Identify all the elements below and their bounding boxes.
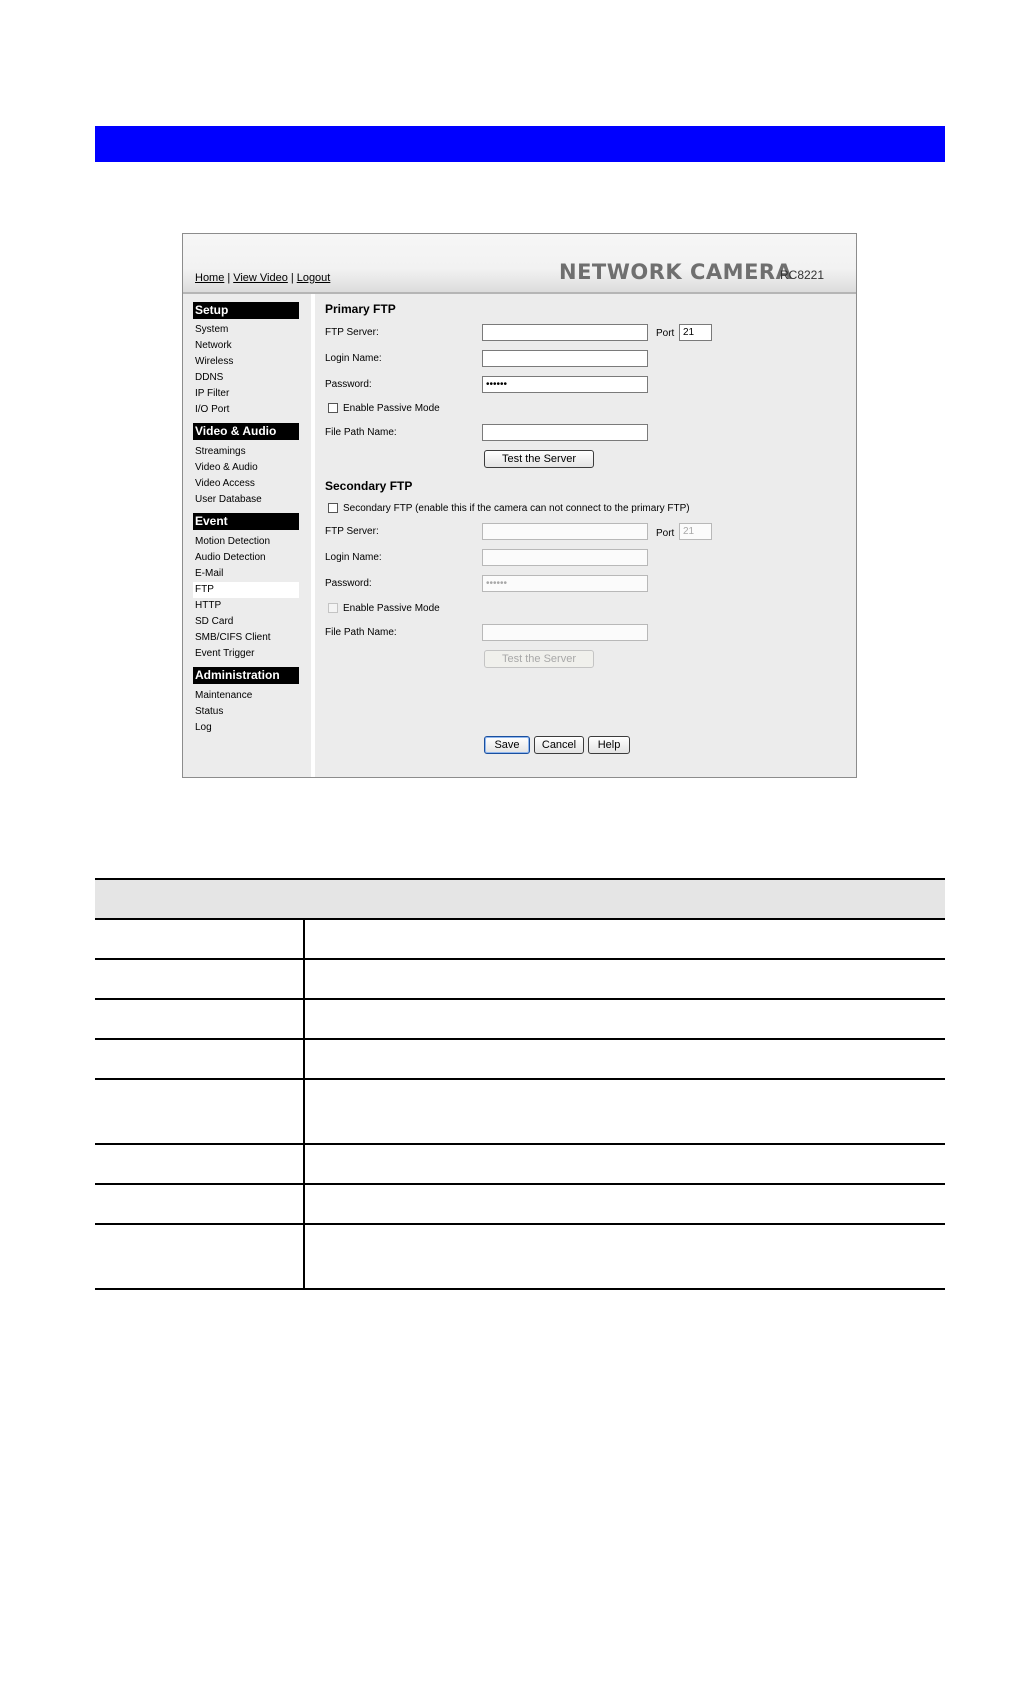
primary-path-label: File Path Name: [325, 427, 397, 438]
primary-passive-checkbox[interactable] [328, 403, 338, 413]
secondary-passive-checkbox[interactable] [328, 603, 338, 613]
secondary-port-label: Port [656, 528, 675, 539]
sidebar-item-wireless[interactable]: Wireless [195, 356, 234, 367]
secondary-enable-label: Secondary FTP (enable this if the camera can not connect to the primary FTP) [343, 503, 690, 514]
sidebar-item-audio-detection[interactable]: Audio Detection [195, 552, 266, 563]
ftp-form [316, 294, 856, 778]
primary-ftp-heading: Primary FTP [325, 302, 396, 316]
primary-login-label: Login Name: [325, 353, 382, 364]
model-number: RC8221 [780, 268, 825, 282]
sidebar-heading-video-audio: Video & Audio [193, 423, 299, 440]
sidebar-item-status[interactable]: Status [195, 706, 224, 717]
sidebar-item-user-database[interactable]: User Database [195, 494, 262, 505]
sidebar-item-email[interactable]: E-Mail [195, 568, 224, 579]
primary-password-input[interactable]: •••••• [482, 376, 648, 393]
table-row-divider [95, 1143, 945, 1145]
primary-path-input[interactable] [482, 424, 648, 441]
table-column-divider [303, 919, 305, 1289]
secondary-path-label: File Path Name: [325, 627, 397, 638]
secondary-path-input[interactable] [482, 624, 648, 641]
sidebar-item-video-audio[interactable]: Video & Audio [195, 462, 258, 473]
secondary-login-input[interactable] [482, 549, 648, 566]
secondary-password-input[interactable]: •••••• [482, 575, 648, 592]
sidebar [183, 294, 315, 778]
table-row-divider [95, 998, 945, 1000]
help-button[interactable]: Help [588, 736, 630, 754]
ftp-settings-screenshot [182, 233, 857, 778]
sidebar-item-network[interactable]: Network [195, 340, 232, 351]
top-links [195, 272, 330, 284]
brand-title: NETWORK CAMERA [559, 260, 793, 284]
table-row-divider [95, 1038, 945, 1040]
link-separator: | [290, 272, 294, 284]
primary-server-label: FTP Server: [325, 327, 379, 338]
sidebar-item-ip-filter[interactable]: IP Filter [195, 388, 230, 399]
primary-password-label: Password: [325, 379, 372, 390]
table-row-divider [95, 1223, 945, 1225]
sidebar-item-streamings[interactable]: Streamings [195, 446, 246, 457]
table-row-divider [95, 1183, 945, 1185]
sidebar-item-event-trigger[interactable]: Event Trigger [195, 648, 255, 659]
sidebar-item-log[interactable]: Log [195, 722, 212, 733]
section-title-bar [95, 126, 945, 162]
save-button[interactable]: Save [484, 736, 530, 754]
table-row-divider [95, 958, 945, 960]
home-link[interactable]: Home [195, 272, 225, 284]
table-row-divider [95, 918, 945, 920]
primary-server-input[interactable] [482, 324, 648, 341]
sidebar-item-io-port[interactable]: I/O Port [195, 404, 230, 415]
sidebar-item-smb-cifs-client[interactable]: SMB/CIFS Client [195, 632, 271, 643]
sidebar-heading-setup: Setup [193, 302, 299, 319]
primary-test-server-button[interactable]: Test the Server [484, 450, 594, 468]
secondary-ftp-heading: Secondary FTP [325, 479, 413, 493]
camera-header [183, 234, 856, 294]
primary-passive-label: Enable Passive Mode [343, 403, 440, 414]
secondary-server-input[interactable] [482, 523, 648, 540]
secondary-login-label: Login Name: [325, 552, 382, 563]
sidebar-heading-administration: Administration [193, 667, 299, 684]
sidebar-item-motion-detection[interactable]: Motion Detection [195, 536, 271, 547]
sidebar-item-ftp[interactable]: FTP [193, 582, 299, 598]
sidebar-item-maintenance[interactable]: Maintenance [195, 690, 253, 701]
logout-link[interactable]: Logout [296, 272, 331, 284]
sidebar-item-system[interactable]: System [195, 324, 229, 335]
cancel-button[interactable]: Cancel [534, 736, 584, 754]
primary-port-label: Port [656, 328, 675, 339]
sidebar-item-sd-card[interactable]: SD Card [195, 616, 234, 627]
table-row-divider [95, 1078, 945, 1080]
secondary-server-label: FTP Server: [325, 526, 379, 537]
table-row-divider [95, 1288, 945, 1290]
primary-login-input[interactable] [482, 350, 648, 367]
primary-port-input[interactable] [679, 324, 712, 341]
sidebar-heading-event: Event [193, 513, 299, 530]
view-video-link[interactable]: View Video [233, 272, 288, 284]
secondary-test-server-button[interactable]: Test the Server [484, 650, 594, 668]
sidebar-item-http[interactable]: HTTP [195, 600, 222, 611]
table-header [95, 878, 945, 918]
secondary-port-input[interactable] [679, 523, 712, 540]
secondary-password-label: Password: [325, 578, 372, 589]
sidebar-item-video-access[interactable]: Video Access [195, 478, 255, 489]
link-separator: | [227, 272, 231, 284]
secondary-passive-label: Enable Passive Mode [343, 603, 440, 614]
sidebar-item-ddns[interactable]: DDNS [195, 372, 224, 383]
secondary-enable-checkbox[interactable] [328, 503, 338, 513]
